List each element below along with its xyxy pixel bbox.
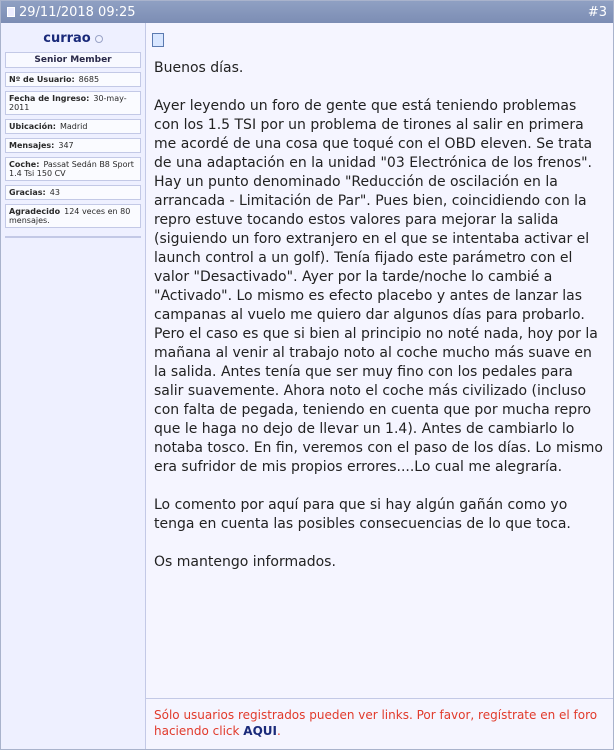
notice-end: . [277,724,281,738]
messages-field [5,138,141,153]
user-rank: Senior Member [5,52,141,68]
notice-text: Sólo usuarios registrados pueden ver links. Por favor, regístrate en el foro haciendo click [154,708,598,738]
field-label: Ubicación: [9,122,56,131]
register-link[interactable]: AQUI [243,724,277,738]
field-value: 43 [49,188,60,197]
field-label: Nº de Usuario: [9,75,75,84]
post-date-area [7,5,136,20]
join-date-field [5,91,141,115]
field-value: Passat Sedán B8 Sport 1.4 Tsi 150 CV [9,160,134,178]
field-value: 347 [58,141,74,150]
offline-status-icon [95,35,103,43]
location-field [5,119,141,134]
field-value: 8685 [78,75,100,84]
field-value: 30-may-2011 [9,94,127,112]
paragraph-closing: Os mantengo informados. [154,554,336,570]
post-columns [1,23,613,749]
user-sidebar [1,23,146,749]
post-body [154,59,605,572]
user-id-field [5,72,141,87]
car-field [5,157,141,181]
paragraph-main: Ayer leyendo un foro de gente que está teniendo problemas con los 1.5 TSI por un problema de tirones al salir en primera me acordé de una cosa que toqué con el OBD eleven. Se trata de una adaptación en la unidad "03 Electrónica de los frenos". Hay un punto denominado "Reducción de oscilación en la arrancada - Limitación de Par". Pues bien, coincidiendo con la repro estuve tocando estos valores para mejorar la salida (siguiendo un foro extranjero en el que se intentaba activar el launch control a un golf). Tenía fijado este parámetro con el valor "Desactivado". Ayer por la tarde/noche lo cambié a "Activado". Lo mismo es efecto placebo y antes de lanzar las campanas al vuelo me quiero dar algunos días para probarlo. Pero el caso es que si bien al principio no noté nada, hoy por la mañana al venir al trabajo noto al coche mucho más suave en la salida. Antes tenía que ser muy fino con los pedales para salir suavemente. Ahora noto el coche más civilizado (incluso con falta de pegada, teniendo en cuenta que por mucha repro que le haga no dejo de llevar un 1.4). Antes de cambiarlo lo notaba tosco. En fin, veremos con el paso de los días. Lo mismo era sufridor de mis propios errores....Lo cual me alegraría. [154,98,603,475]
field-value: Madrid [59,122,88,131]
post-header [1,1,613,23]
registration-notice [154,707,605,739]
post-document-icon [7,7,15,17]
paragraph-greeting: Buenos días. [154,60,244,76]
field-label: Agradecido [9,207,61,216]
content-divider [146,698,613,699]
thanks-field [5,185,141,200]
post-datetime: 29/11/2018 09:25 [19,4,136,20]
username-row [5,31,141,46]
post-number[interactable]: #3 [587,4,607,20]
post-content [146,23,613,749]
paragraph-comment: Lo comento por aquí para que si hay algún gañán como yo tenga en cuenta las posibles consecuencias de lo que toca. [154,497,571,532]
thanked-field [5,204,141,228]
field-value: 124 veces en 80 mensajes. [9,207,131,225]
sidebar-divider [5,236,141,238]
field-label: Mensajes: [9,141,55,150]
field-label: Coche: [9,160,40,169]
username[interactable]: currao [43,31,91,46]
document-icon [152,33,164,47]
field-label: Fecha de Ingreso: [9,94,90,103]
field-label: Gracias: [9,188,46,197]
